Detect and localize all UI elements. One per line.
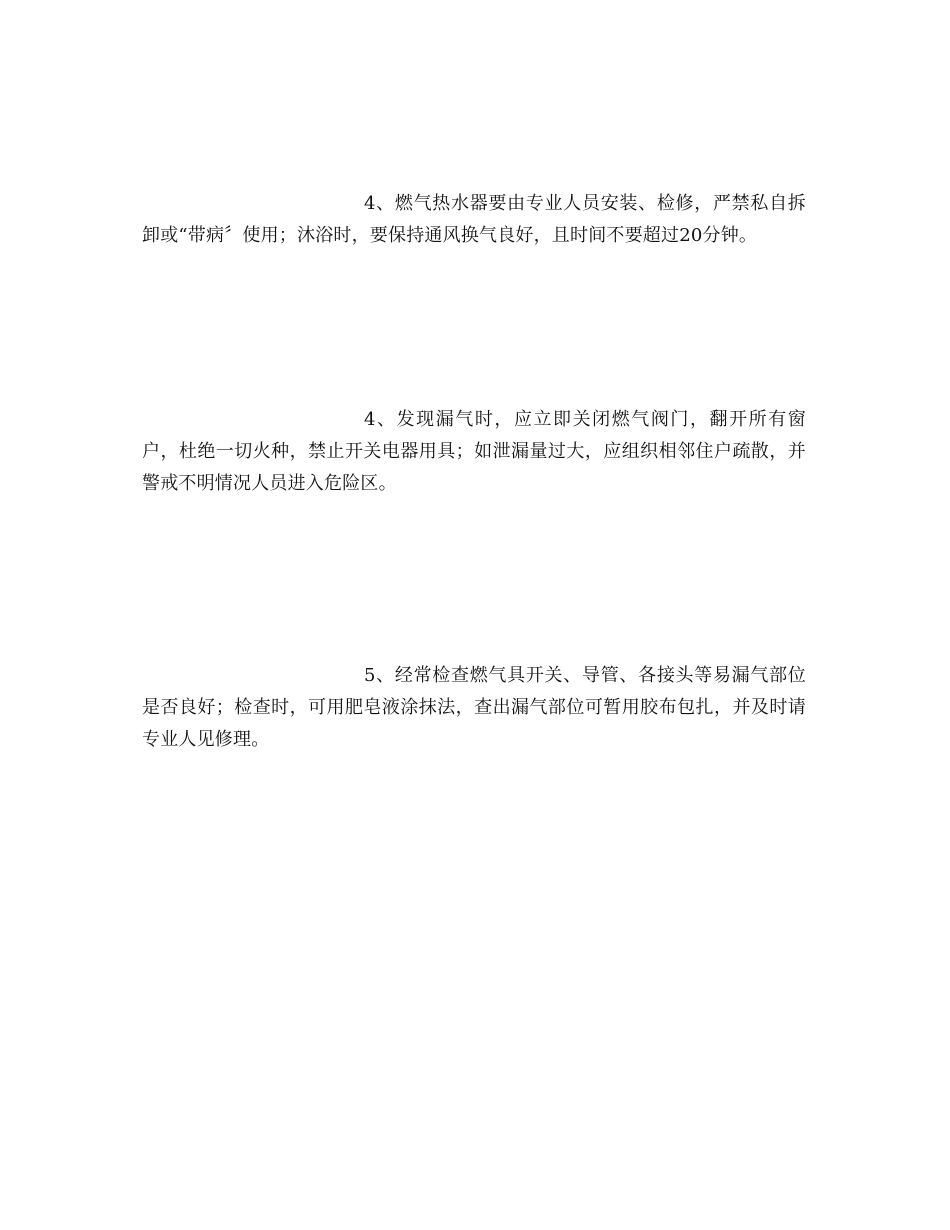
paragraph-inspection: 5、经常检查燃气具开关、导管、各接头等易漏气部位是否良好；检查时，可用肥皂液涂抹法，查出漏气部位可暂用胶布包扎，并及时请专业人见修理。 (142, 665, 806, 750)
paragraph-water-heater: 4、燃气热水器要由专业人员安装、检修，严禁私自拆卸或“带病〞使用；沐浴时，要保持通风换气良好，且时间不要超过20分钟。 (142, 193, 806, 246)
paragraph-gas-leak: 4、发现漏气时，应立即关闭燃气阀门，翻开所有窗户，杜绝一切火种，禁止开关电器用具；如泄漏量过大，应组织相邻住户疏散，并警戒不明情况人员进入危险区。 (142, 409, 806, 494)
